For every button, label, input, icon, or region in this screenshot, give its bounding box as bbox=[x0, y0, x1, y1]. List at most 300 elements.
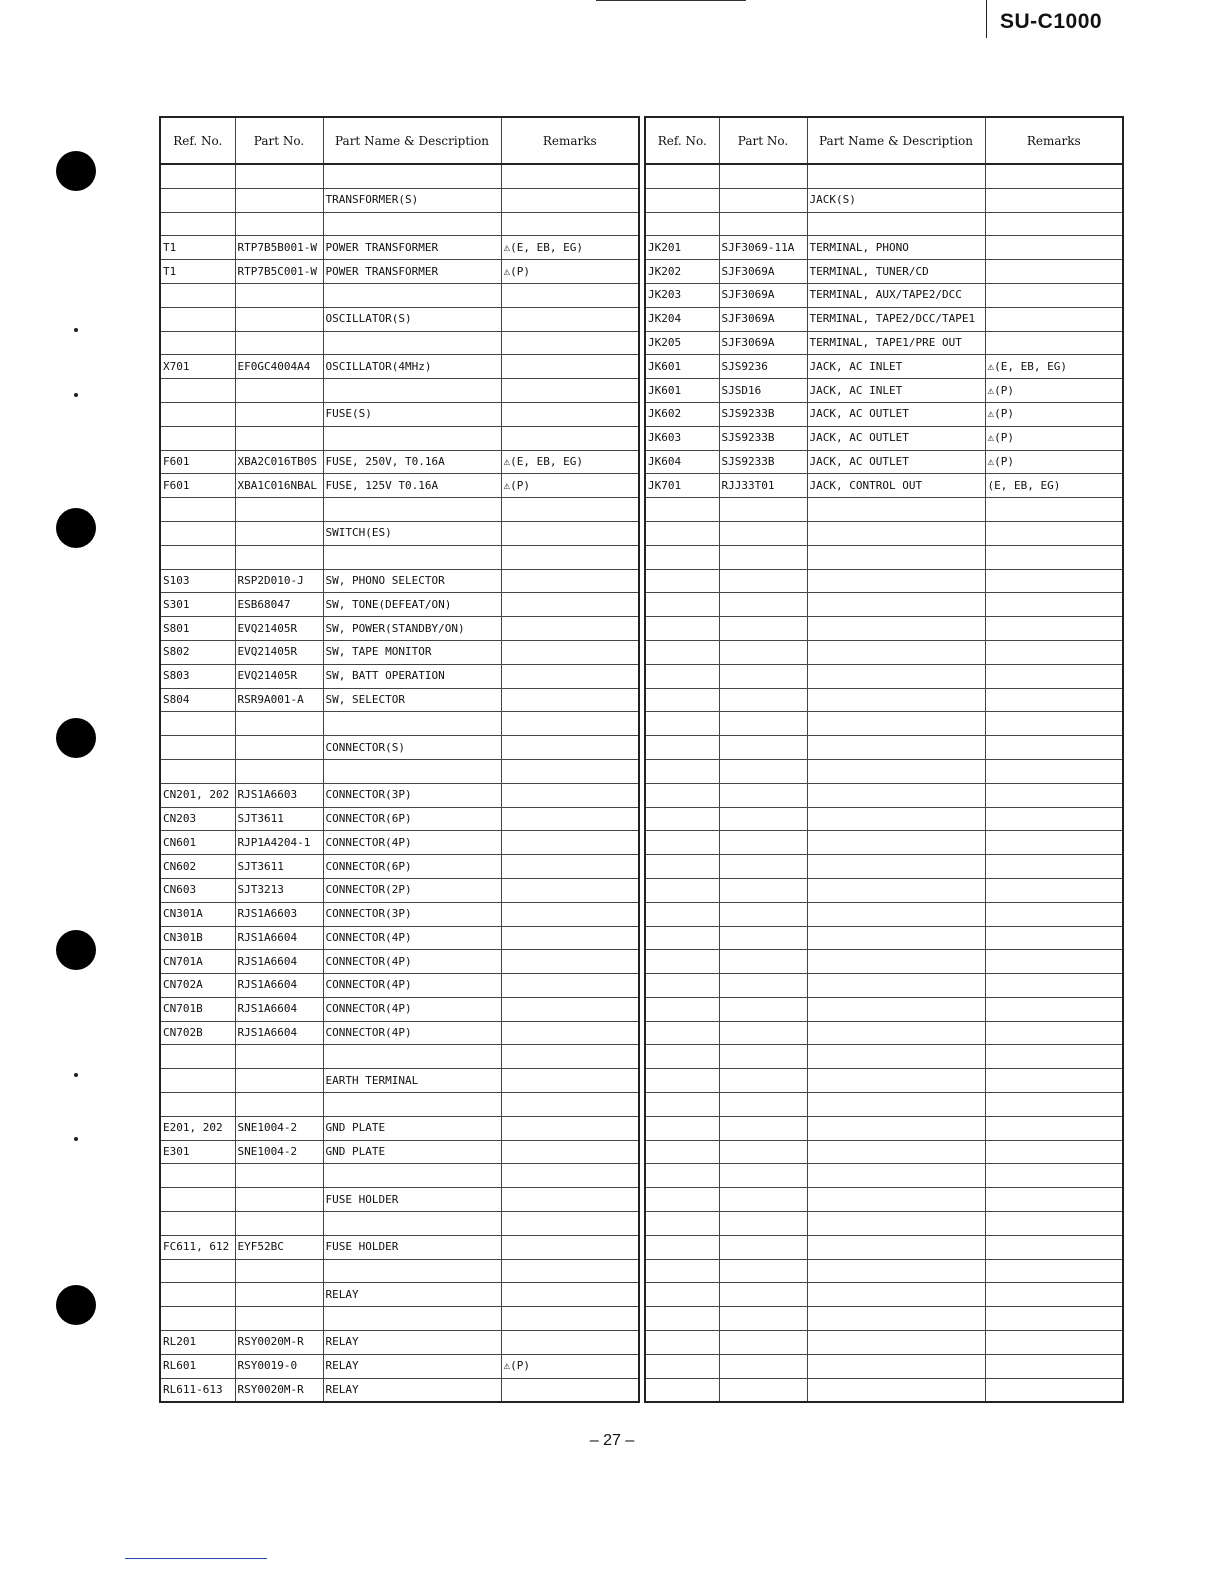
part-no-cell bbox=[235, 212, 323, 236]
description-cell bbox=[807, 1045, 985, 1069]
part-no-cell bbox=[719, 688, 807, 712]
ref-no-cell bbox=[160, 759, 235, 783]
table-row bbox=[645, 1093, 1123, 1117]
table-row bbox=[645, 640, 1123, 664]
part-no-cell bbox=[235, 712, 323, 736]
ref-no-cell bbox=[645, 783, 719, 807]
description-cell bbox=[807, 1283, 985, 1307]
part-no-cell: SJF3069A bbox=[719, 283, 807, 307]
part-no-cell bbox=[719, 498, 807, 522]
part-no-cell bbox=[719, 1140, 807, 1164]
table-row bbox=[160, 664, 639, 688]
remarks-cell bbox=[985, 974, 1123, 998]
description-cell: FUSE HOLDER bbox=[323, 1235, 501, 1259]
remarks-cell bbox=[985, 736, 1123, 760]
remarks-cell bbox=[501, 974, 639, 998]
remarks-cell bbox=[501, 164, 639, 188]
model-number: SU-C1000 bbox=[1000, 10, 1103, 33]
table-row bbox=[645, 1378, 1123, 1402]
description-cell: SW, POWER(STANDBY/ON) bbox=[323, 617, 501, 641]
ref-no-cell bbox=[645, 617, 719, 641]
part-no-cell bbox=[235, 188, 323, 212]
remarks-cell bbox=[501, 1331, 639, 1355]
table-row bbox=[160, 426, 639, 450]
description-cell: GND PLATE bbox=[323, 1116, 501, 1140]
ref-no-cell bbox=[645, 164, 719, 188]
table-row bbox=[645, 379, 1123, 403]
description-cell: CONNECTOR(4P) bbox=[323, 950, 501, 974]
table-row bbox=[160, 1331, 639, 1355]
ref-no-cell bbox=[160, 545, 235, 569]
ref-no-cell: JK603 bbox=[645, 426, 719, 450]
remarks-cell bbox=[501, 402, 639, 426]
part-no-cell: RSP2D010-J bbox=[235, 569, 323, 593]
remarks-cell: ⚠(P) bbox=[985, 450, 1123, 474]
margin-dot bbox=[74, 1073, 78, 1077]
remarks-cell bbox=[985, 1069, 1123, 1093]
ref-no-cell bbox=[645, 1069, 719, 1093]
part-no-cell: RSY0019-0 bbox=[235, 1354, 323, 1378]
table-row bbox=[160, 1307, 639, 1331]
remarks-cell bbox=[985, 1354, 1123, 1378]
remarks-cell bbox=[985, 831, 1123, 855]
part-no-cell: RSY0020M-R bbox=[235, 1378, 323, 1402]
part-no-cell bbox=[235, 164, 323, 188]
remarks-cell bbox=[985, 1164, 1123, 1188]
part-no-cell: SJS9236 bbox=[719, 355, 807, 379]
ref-no-cell: S301 bbox=[160, 593, 235, 617]
description-cell bbox=[807, 1093, 985, 1117]
part-no-cell bbox=[719, 1259, 807, 1283]
part-no-cell: SJS9233B bbox=[719, 426, 807, 450]
table-row bbox=[160, 783, 639, 807]
margin-dot bbox=[74, 1137, 78, 1141]
description-cell: GND PLATE bbox=[323, 1140, 501, 1164]
part-no-cell: SJT3611 bbox=[235, 807, 323, 831]
part-no-cell: SJT3213 bbox=[235, 878, 323, 902]
part-no-cell: RSY0020M-R bbox=[235, 1331, 323, 1355]
table-row bbox=[645, 236, 1123, 260]
ref-no-cell: CN301A bbox=[160, 902, 235, 926]
ref-no-cell bbox=[160, 1188, 235, 1212]
description-cell: FUSE, 125V T0.16A bbox=[323, 474, 501, 498]
top-rule bbox=[596, 0, 746, 1]
remarks-cell bbox=[501, 379, 639, 403]
part-no-cell bbox=[719, 617, 807, 641]
remarks-cell bbox=[501, 617, 639, 641]
description-cell bbox=[807, 664, 985, 688]
part-no-cell: SJF3069A bbox=[719, 331, 807, 355]
remarks-cell: ⚠(P) bbox=[985, 402, 1123, 426]
ref-no-cell: S103 bbox=[160, 569, 235, 593]
part-no-cell: RJS1A6604 bbox=[235, 950, 323, 974]
part-no-cell: SJT3611 bbox=[235, 855, 323, 879]
table-row bbox=[645, 1140, 1123, 1164]
part-no-cell bbox=[719, 1093, 807, 1117]
parts-table-right bbox=[644, 116, 1124, 1403]
description-cell bbox=[807, 974, 985, 998]
table-row bbox=[645, 1331, 1123, 1355]
ref-no-cell bbox=[645, 688, 719, 712]
ref-no-cell: RL611-613 bbox=[160, 1378, 235, 1402]
part-no-cell bbox=[719, 1188, 807, 1212]
table-row bbox=[160, 1188, 639, 1212]
part-no-cell: XBA2C016TB0S bbox=[235, 450, 323, 474]
ref-no-cell bbox=[645, 831, 719, 855]
margin-dot bbox=[74, 393, 78, 397]
description-cell: RELAY bbox=[323, 1378, 501, 1402]
remarks-cell bbox=[501, 1188, 639, 1212]
part-no-cell bbox=[719, 783, 807, 807]
column-header-remarks: Remarks bbox=[501, 117, 639, 164]
column-header-ref-no: Ref. No. bbox=[160, 117, 235, 164]
table-row bbox=[160, 855, 639, 879]
description-cell: CONNECTOR(4P) bbox=[323, 997, 501, 1021]
ref-no-cell: JK205 bbox=[645, 331, 719, 355]
ref-no-cell: CN702B bbox=[160, 1021, 235, 1045]
part-no-cell: RJJ33T01 bbox=[719, 474, 807, 498]
ref-no-cell bbox=[645, 736, 719, 760]
remarks-cell: (E, EB, EG) bbox=[985, 474, 1123, 498]
table-row bbox=[645, 331, 1123, 355]
ref-no-cell bbox=[645, 498, 719, 522]
ref-no-cell bbox=[160, 521, 235, 545]
ref-no-cell: CN601 bbox=[160, 831, 235, 855]
part-no-cell: RJS1A6604 bbox=[235, 1021, 323, 1045]
part-no-cell bbox=[719, 997, 807, 1021]
description-cell bbox=[807, 712, 985, 736]
remarks-cell bbox=[985, 1331, 1123, 1355]
table-row bbox=[160, 1235, 639, 1259]
ref-no-cell bbox=[160, 164, 235, 188]
remarks-cell bbox=[501, 1212, 639, 1236]
part-no-cell bbox=[719, 1069, 807, 1093]
ref-no-cell: S803 bbox=[160, 664, 235, 688]
table-row bbox=[160, 997, 639, 1021]
part-no-cell bbox=[719, 878, 807, 902]
part-no-cell bbox=[719, 212, 807, 236]
table-row bbox=[645, 617, 1123, 641]
description-cell: CONNECTOR(2P) bbox=[323, 878, 501, 902]
description-cell bbox=[807, 521, 985, 545]
remarks-cell: ⚠(E, EB, EG) bbox=[501, 236, 639, 260]
ref-no-cell bbox=[160, 307, 235, 331]
description-cell bbox=[807, 569, 985, 593]
remarks-cell bbox=[501, 1259, 639, 1283]
ref-no-cell: RL601 bbox=[160, 1354, 235, 1378]
remarks-cell: ⚠(P) bbox=[985, 379, 1123, 403]
remarks-cell bbox=[501, 1093, 639, 1117]
part-no-cell bbox=[719, 902, 807, 926]
part-no-cell bbox=[235, 1188, 323, 1212]
table-row bbox=[645, 974, 1123, 998]
part-no-cell bbox=[719, 1307, 807, 1331]
remarks-cell bbox=[985, 783, 1123, 807]
part-no-cell: SJS9233B bbox=[719, 402, 807, 426]
part-no-cell bbox=[719, 1164, 807, 1188]
ref-no-cell: CN702A bbox=[160, 974, 235, 998]
remarks-cell: ⚠(P) bbox=[501, 1354, 639, 1378]
ref-no-cell bbox=[645, 1331, 719, 1355]
description-cell bbox=[807, 997, 985, 1021]
remarks-cell bbox=[501, 545, 639, 569]
part-no-cell bbox=[235, 1045, 323, 1069]
table-row bbox=[160, 712, 639, 736]
ref-no-cell bbox=[645, 902, 719, 926]
part-no-cell bbox=[719, 593, 807, 617]
table-row bbox=[645, 283, 1123, 307]
part-no-cell bbox=[235, 402, 323, 426]
ref-no-cell bbox=[645, 188, 719, 212]
description-cell: CONNECTOR(3P) bbox=[323, 783, 501, 807]
ref-no-cell: JK204 bbox=[645, 307, 719, 331]
part-no-cell: EYF52BC bbox=[235, 1235, 323, 1259]
description-cell bbox=[807, 688, 985, 712]
ref-no-cell bbox=[645, 1212, 719, 1236]
part-no-cell bbox=[719, 1283, 807, 1307]
ref-no-cell: E201, 202 bbox=[160, 1116, 235, 1140]
description-cell: FUSE HOLDER bbox=[323, 1188, 501, 1212]
part-no-cell bbox=[235, 1164, 323, 1188]
remarks-cell bbox=[501, 1378, 639, 1402]
table-row bbox=[645, 1164, 1123, 1188]
remarks-cell bbox=[985, 926, 1123, 950]
punch-hole bbox=[56, 508, 96, 548]
table-row bbox=[645, 664, 1123, 688]
punch-hole bbox=[56, 151, 96, 191]
remarks-cell bbox=[501, 188, 639, 212]
description-cell bbox=[323, 1212, 501, 1236]
punch-hole bbox=[56, 930, 96, 970]
table-row bbox=[645, 164, 1123, 188]
description-cell: CONNECTOR(3P) bbox=[323, 902, 501, 926]
ref-no-cell: JK601 bbox=[645, 355, 719, 379]
ref-no-cell: T1 bbox=[160, 260, 235, 284]
remarks-cell bbox=[985, 997, 1123, 1021]
column-header-part-no: Part No. bbox=[235, 117, 323, 164]
description-cell bbox=[323, 331, 501, 355]
description-cell bbox=[807, 498, 985, 522]
remarks-cell bbox=[985, 1021, 1123, 1045]
ref-no-cell bbox=[160, 712, 235, 736]
part-no-cell bbox=[719, 855, 807, 879]
table-row bbox=[160, 402, 639, 426]
part-no-cell bbox=[719, 1331, 807, 1355]
table-row bbox=[645, 831, 1123, 855]
table-row bbox=[160, 212, 639, 236]
table-row bbox=[160, 617, 639, 641]
description-cell bbox=[807, 736, 985, 760]
ref-no-cell: CN602 bbox=[160, 855, 235, 879]
description-cell bbox=[807, 783, 985, 807]
description-cell bbox=[807, 831, 985, 855]
ref-no-cell: FC611, 612 bbox=[160, 1235, 235, 1259]
description-cell bbox=[807, 855, 985, 879]
column-header-ref-no: Ref. No. bbox=[645, 117, 719, 164]
ref-no-cell bbox=[160, 498, 235, 522]
remarks-cell bbox=[985, 617, 1123, 641]
remarks-cell bbox=[501, 521, 639, 545]
remarks-cell bbox=[501, 807, 639, 831]
part-no-cell bbox=[719, 664, 807, 688]
remarks-cell bbox=[501, 283, 639, 307]
description-cell bbox=[323, 1093, 501, 1117]
ref-no-cell: CN603 bbox=[160, 878, 235, 902]
remarks-cell bbox=[985, 640, 1123, 664]
ref-no-cell bbox=[160, 402, 235, 426]
part-no-cell bbox=[235, 283, 323, 307]
ref-no-cell bbox=[645, 878, 719, 902]
description-cell: JACK, AC OUTLET bbox=[807, 450, 985, 474]
description-cell bbox=[807, 1188, 985, 1212]
ref-no-cell bbox=[160, 1259, 235, 1283]
remarks-cell bbox=[501, 1021, 639, 1045]
part-no-cell bbox=[235, 1093, 323, 1117]
part-no-cell: RTP7B5B001-W bbox=[235, 236, 323, 260]
description-cell bbox=[807, 1307, 985, 1331]
table-row bbox=[645, 736, 1123, 760]
ref-no-cell bbox=[645, 1188, 719, 1212]
ref-no-cell bbox=[645, 1307, 719, 1331]
description-cell bbox=[807, 878, 985, 902]
remarks-cell bbox=[501, 902, 639, 926]
remarks-cell bbox=[985, 1235, 1123, 1259]
table-row bbox=[645, 1283, 1123, 1307]
ref-no-cell bbox=[160, 1069, 235, 1093]
table-row bbox=[645, 1045, 1123, 1069]
remarks-cell bbox=[501, 1069, 639, 1093]
ref-no-cell: T1 bbox=[160, 236, 235, 260]
table-row bbox=[160, 926, 639, 950]
description-cell bbox=[807, 640, 985, 664]
ref-no-cell bbox=[645, 712, 719, 736]
remarks-cell: ⚠(P) bbox=[501, 260, 639, 284]
description-cell: RELAY bbox=[323, 1283, 501, 1307]
ref-no-cell bbox=[645, 521, 719, 545]
table-row bbox=[645, 1212, 1123, 1236]
ref-no-cell bbox=[160, 331, 235, 355]
table-row bbox=[160, 1354, 639, 1378]
part-no-cell: ESB68047 bbox=[235, 593, 323, 617]
remarks-cell bbox=[985, 283, 1123, 307]
description-cell: SW, SELECTOR bbox=[323, 688, 501, 712]
ref-no-cell bbox=[160, 736, 235, 760]
table-row bbox=[160, 1045, 639, 1069]
table-row bbox=[160, 164, 639, 188]
remarks-cell bbox=[985, 1093, 1123, 1117]
description-cell: TRANSFORMER(S) bbox=[323, 188, 501, 212]
description-cell: CONNECTOR(6P) bbox=[323, 855, 501, 879]
remarks-cell bbox=[985, 593, 1123, 617]
table-row bbox=[645, 212, 1123, 236]
part-no-cell bbox=[719, 1021, 807, 1045]
model-separator bbox=[986, 0, 987, 38]
ref-no-cell bbox=[645, 759, 719, 783]
table-row bbox=[645, 926, 1123, 950]
remarks-cell bbox=[985, 212, 1123, 236]
table-row bbox=[645, 426, 1123, 450]
part-no-cell bbox=[719, 569, 807, 593]
table-row bbox=[160, 1378, 639, 1402]
remarks-cell bbox=[501, 593, 639, 617]
margin-dot bbox=[74, 328, 78, 332]
table-row bbox=[160, 831, 639, 855]
table-row bbox=[645, 569, 1123, 593]
part-no-cell bbox=[719, 926, 807, 950]
part-no-cell bbox=[719, 164, 807, 188]
description-cell bbox=[807, 1235, 985, 1259]
description-cell bbox=[323, 1164, 501, 1188]
table-row bbox=[160, 188, 639, 212]
description-cell: FUSE, 250V, T0.16A bbox=[323, 450, 501, 474]
ref-no-cell bbox=[645, 1093, 719, 1117]
part-no-cell bbox=[235, 521, 323, 545]
description-cell: TERMINAL, TAPE1/PRE OUT bbox=[807, 331, 985, 355]
ref-no-cell: CN701A bbox=[160, 950, 235, 974]
table-row bbox=[160, 878, 639, 902]
description-cell: SW, BATT OPERATION bbox=[323, 664, 501, 688]
table-row bbox=[645, 545, 1123, 569]
remarks-cell bbox=[501, 307, 639, 331]
page-number: – 27 – bbox=[589, 1432, 635, 1449]
remarks-cell: ⚠(E, EB, EG) bbox=[501, 450, 639, 474]
description-cell bbox=[807, 1212, 985, 1236]
ref-no-cell bbox=[160, 426, 235, 450]
description-cell: RELAY bbox=[323, 1331, 501, 1355]
table-row bbox=[160, 1259, 639, 1283]
table-row bbox=[645, 1354, 1123, 1378]
description-cell: CONNECTOR(4P) bbox=[323, 974, 501, 998]
remarks-cell bbox=[501, 783, 639, 807]
remarks-cell: ⚠(P) bbox=[985, 426, 1123, 450]
table-row bbox=[160, 1140, 639, 1164]
description-cell: SWITCH(ES) bbox=[323, 521, 501, 545]
ref-no-cell bbox=[645, 1140, 719, 1164]
table-row bbox=[645, 1307, 1123, 1331]
part-no-cell: SJF3069-11A bbox=[719, 236, 807, 260]
part-no-cell bbox=[719, 1212, 807, 1236]
remarks-cell bbox=[501, 569, 639, 593]
part-no-cell: RTP7B5C001-W bbox=[235, 260, 323, 284]
table-row bbox=[160, 1283, 639, 1307]
ref-no-cell: F601 bbox=[160, 474, 235, 498]
part-no-cell: XBA1C016NBAL bbox=[235, 474, 323, 498]
remarks-cell: ⚠(P) bbox=[501, 474, 639, 498]
table-row bbox=[645, 855, 1123, 879]
description-cell bbox=[323, 1045, 501, 1069]
part-no-cell: SJF3069A bbox=[719, 260, 807, 284]
table-row bbox=[160, 498, 639, 522]
remarks-cell bbox=[985, 1140, 1123, 1164]
part-no-cell: RJS1A6604 bbox=[235, 974, 323, 998]
description-cell bbox=[807, 759, 985, 783]
part-no-cell bbox=[719, 521, 807, 545]
table-row bbox=[645, 260, 1123, 284]
ref-no-cell bbox=[645, 212, 719, 236]
table-row bbox=[645, 498, 1123, 522]
remarks-cell bbox=[985, 307, 1123, 331]
part-no-cell bbox=[235, 331, 323, 355]
part-no-cell: RJS1A6604 bbox=[235, 997, 323, 1021]
ref-no-cell: JK701 bbox=[645, 474, 719, 498]
description-cell bbox=[807, 902, 985, 926]
ref-no-cell bbox=[645, 997, 719, 1021]
remarks-cell bbox=[985, 807, 1123, 831]
ref-no-cell bbox=[645, 664, 719, 688]
description-cell bbox=[323, 759, 501, 783]
remarks-cell bbox=[501, 831, 639, 855]
table-row bbox=[645, 807, 1123, 831]
